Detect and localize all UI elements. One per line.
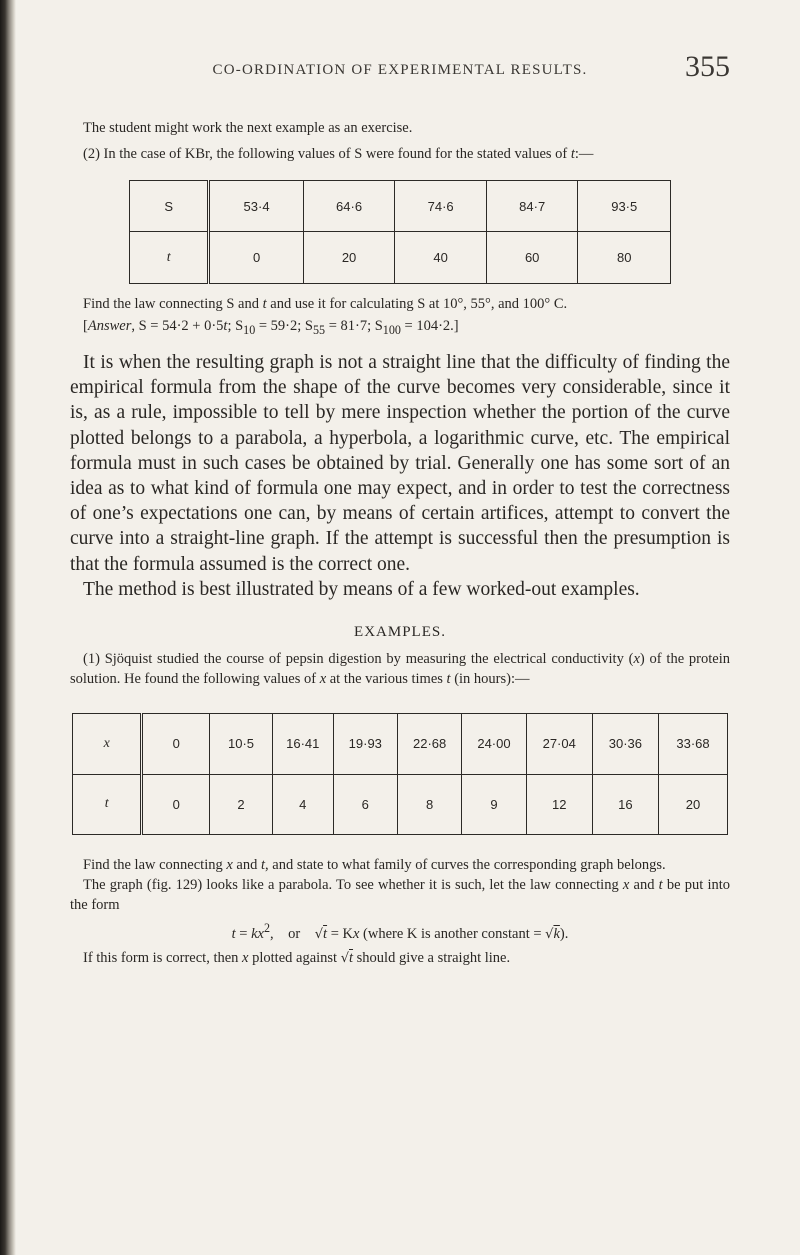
pepsin-table [72,713,728,835]
table-cell: 33·68 [658,713,727,774]
kbr-table [129,180,671,284]
example-1-graph-text: The graph (fig. 129) looks like a parabola. To see whether it is such, let the law connecting x and t be put into the form [70,876,730,913]
body-paragraph-1: It is when the resulting graph is not a straight line that the difficulty of finding the empirical formula from the shape of the curve becomes very considerable, since it is, as a rule, impossible to tell by mere inspection whether the portion of the curve plotted belongs to a parabola, a hyperbola, a logarithmic curve, etc. The empirical formula must in such cases be obtained by trial. Generally one has some sort of an idea as to what kind of formula one may expect, and in order to test the correctness of one’s expectations one can, by means of certain artifices, attempt to convert the curve into a straight-line graph. If the attempt is successful then the presumption is that the formula assumed is the correct one. [70,351,730,575]
problem-2-find: Find the law connecting S and t and use it for calculating S at 10°, 55°, and 100° C. [83,296,568,312]
table-cell: 20 [303,232,395,284]
table-cell: 0 [209,232,303,284]
table-cell: 16 [592,774,658,834]
table-cell: 12 [526,774,592,834]
table-cell: 24·00 [462,713,526,774]
table-cell: 53·4 [209,181,303,232]
exercise-sentence: The student might work the next example as an exercise. [83,120,413,136]
book-binding-shadow [0,0,16,1255]
page-header [70,0,730,96]
table-cell: S [130,181,209,232]
table-cell: 0 [142,713,210,774]
table-row [130,181,671,232]
table-cell: 40 [395,232,487,284]
table-cell: 2 [210,774,273,834]
table-cell: 19·93 [333,713,397,774]
table-row [73,774,728,834]
table-cell: 60 [486,232,578,284]
square-root-icon: √ [545,926,554,942]
table-cell: 93·5 [578,181,671,232]
page-number: 355 [685,50,730,83]
body-paragraph-2: The method is best illustrated by means of a few worked-out examples. [83,578,640,600]
table-cell: 74·6 [395,181,487,232]
table-cell: x [73,713,142,774]
table-cell: 20 [658,774,727,834]
formula-line: $t = kx^2$, or √t = Kx (where K is another constant = √k). [231,920,569,942]
table-cell: 84·7 [486,181,578,232]
table-cell: 30·36 [592,713,658,774]
table-cell: t [130,232,209,284]
table-cell: 64·6 [303,181,395,232]
table-cell: 8 [397,774,461,834]
problem-2-answer: [Answer, S = 54·2 + 0·5t; $S_{10} = 59\cdot 2$; $S_{55} = 81\cdot 7$; $S_{100} = 104\cdot 2$.] [83,318,459,337]
example-1-conclusion: If this form is correct, then x plotted against √t should give a straight line. [83,949,511,966]
examples-heading: EXAMPLES. [354,623,446,640]
square-root-icon: √ [314,926,324,942]
table-cell: 22·68 [397,713,461,774]
table-cell: 6 [333,774,397,834]
example-1-find: Find the law connecting x and t, and state to what family of curves the corresponding graph belongs. [83,856,666,873]
table-row [130,232,671,284]
table-cell: 10·5 [210,713,273,774]
table-cell: 80 [578,232,671,284]
running-title: CO-ORDINATION OF EXPERIMENTAL RESULTS. [212,62,588,78]
problem-2-statement: (2) In the case of KBr, the following values of S were found for the stated values of t:— [83,146,594,162]
table-cell: 4 [272,774,333,834]
example-1-statement: (1) Sjöquist studied the course of pepsin digestion by measuring the electrical conductivity (x) of the protein solution. He found the following values of x at the various times t (in hours):— [70,650,731,687]
table-row [73,713,728,774]
table-cell: 0 [142,774,210,834]
table-cell: t [73,774,142,834]
table-cell: 16·41 [272,713,333,774]
table-cell: 9 [462,774,526,834]
book-page [70,0,730,969]
square-root-icon: √ [340,950,349,966]
table-cell: 27·04 [526,713,592,774]
